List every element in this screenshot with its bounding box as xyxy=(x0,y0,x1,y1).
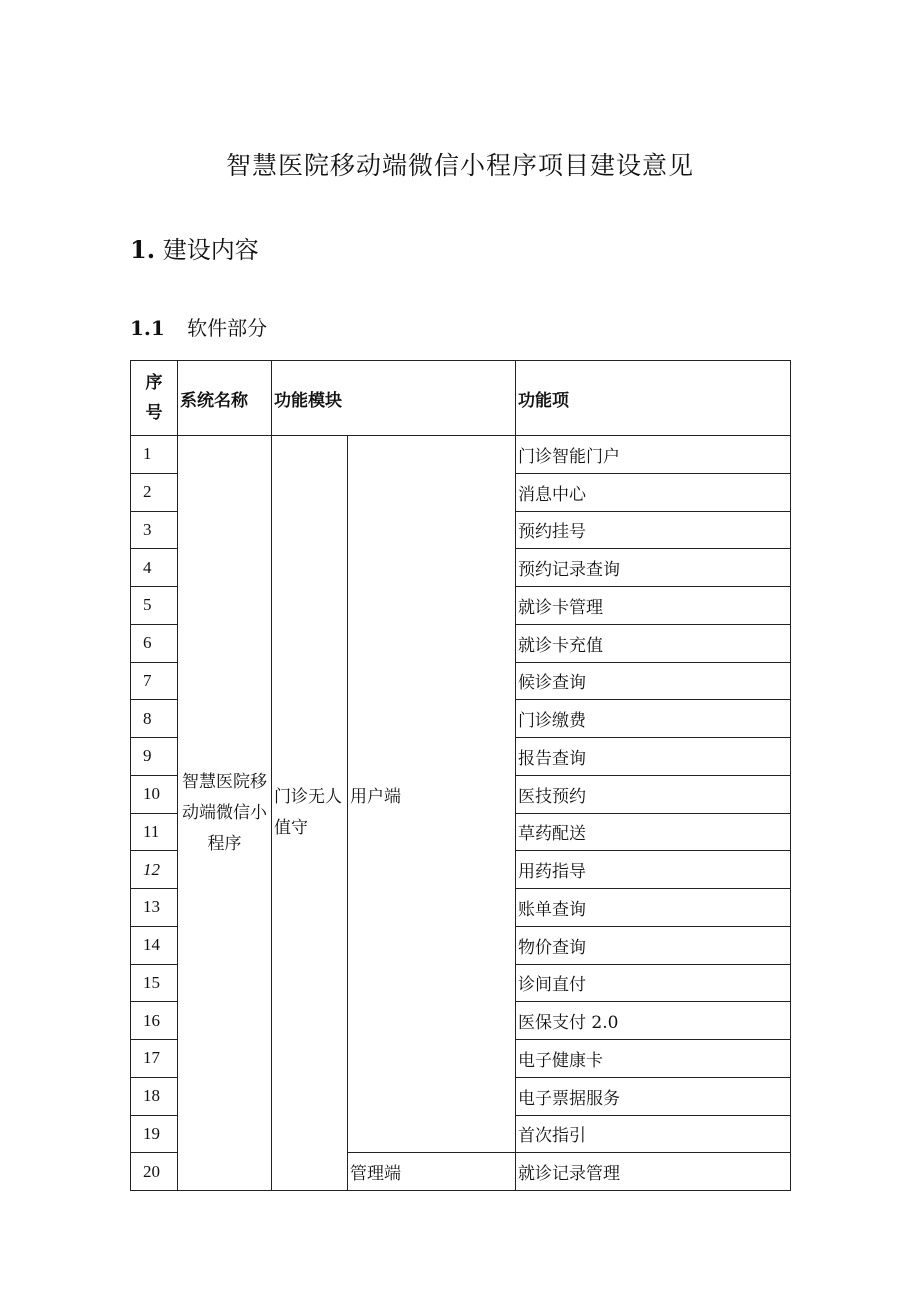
row-item: 预约挂号 xyxy=(516,511,791,549)
row-seq: 11 xyxy=(131,813,178,851)
row-seq: 16 xyxy=(131,1002,178,1040)
row-item: 医保支付 2.0 xyxy=(516,1002,791,1040)
row-seq: 4 xyxy=(131,549,178,587)
table-header-row xyxy=(131,361,791,436)
user-end-cell: 用户端 xyxy=(348,436,516,1153)
row-item: 候诊查询 xyxy=(516,662,791,700)
row-seq: 5 xyxy=(131,587,178,625)
header-system: 系统名称 xyxy=(178,361,272,436)
row-item: 就诊卡充值 xyxy=(516,624,791,662)
module-name-cell: 门诊无人值守 xyxy=(272,436,348,1191)
row-item: 医技预约 xyxy=(516,775,791,813)
row-item: 电子票据服务 xyxy=(516,1077,791,1115)
row-seq: 10 xyxy=(131,775,178,813)
row-item: 电子健康卡 xyxy=(516,1040,791,1078)
row-seq: 13 xyxy=(131,889,178,927)
row-item: 首次指引 xyxy=(516,1115,791,1153)
table-row xyxy=(131,436,791,474)
row-seq: 3 xyxy=(131,511,178,549)
header-feature: 功能项 xyxy=(516,361,791,436)
subsection-text: 软件部分 xyxy=(187,316,268,340)
row-item: 物价查询 xyxy=(516,926,791,964)
admin-end-cell: 管理端 xyxy=(348,1153,516,1191)
row-item: 报告查询 xyxy=(516,738,791,776)
row-seq: 8 xyxy=(131,700,178,738)
document-title: 智慧医院移动端微信小程序项目建设意见 xyxy=(225,151,694,180)
row-item: 门诊缴费 xyxy=(516,700,791,738)
row-item: 就诊卡管理 xyxy=(516,587,791,625)
section-text: 建设内容 xyxy=(162,236,259,264)
row-item: 消息中心 xyxy=(516,473,791,511)
software-table xyxy=(130,360,791,1191)
row-seq: 19 xyxy=(131,1115,178,1153)
row-seq: 18 xyxy=(131,1077,178,1115)
row-item: 就诊记录管理 xyxy=(516,1153,791,1191)
row-item: 预约记录查询 xyxy=(516,549,791,587)
header-module: 功能模块 xyxy=(272,361,516,436)
system-name-cell: 智慧医院移动端微信小程序 xyxy=(178,436,272,1191)
row-item: 门诊智能门户 xyxy=(516,436,791,474)
row-seq: 12 xyxy=(131,851,178,889)
section-number: 1. xyxy=(130,235,156,264)
row-seq: 1 xyxy=(131,436,178,474)
section-heading-1 xyxy=(130,230,259,265)
row-seq: 14 xyxy=(131,926,178,964)
header-seq: 序 号 xyxy=(131,361,178,436)
row-seq: 6 xyxy=(131,624,178,662)
row-seq: 2 xyxy=(131,473,178,511)
row-item: 账单查询 xyxy=(516,889,791,927)
row-seq: 9 xyxy=(131,738,178,776)
row-item: 诊间直付 xyxy=(516,964,791,1002)
section-heading-1-1 xyxy=(130,312,267,341)
row-item: 用药指导 xyxy=(516,851,791,889)
row-seq: 7 xyxy=(131,662,178,700)
row-seq: 17 xyxy=(131,1040,178,1078)
row-seq: 15 xyxy=(131,964,178,1002)
subsection-number: 1.1 xyxy=(130,316,165,340)
row-seq: 20 xyxy=(131,1153,178,1191)
row-item: 草药配送 xyxy=(516,813,791,851)
